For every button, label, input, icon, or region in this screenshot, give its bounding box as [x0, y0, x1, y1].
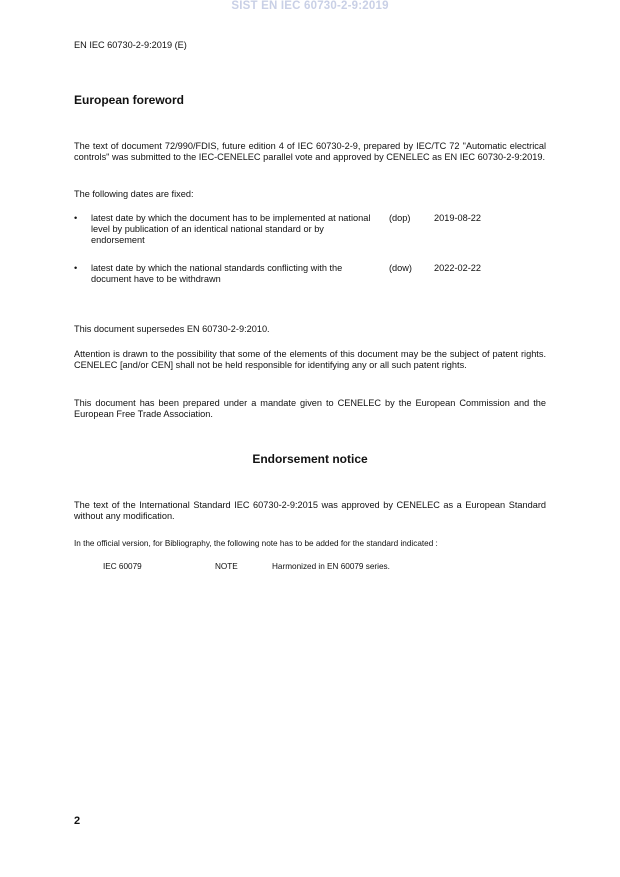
date-description: latest date by which the national standards conflicting with the document have to be withdrawn	[91, 263, 343, 284]
date-abbreviation: (dop)	[389, 213, 411, 223]
watermark: SIST EN IEC 60730-2-9:2019	[231, 0, 389, 12]
supersedes-paragraph: This document supersedes EN 60730-2-9:2010.	[74, 324, 270, 334]
note-label: NOTE	[215, 562, 238, 571]
endorsement-title: Endorsement notice	[252, 452, 368, 466]
date-value: 2019-08-22	[434, 213, 481, 223]
bibliography-paragraph: In the official version, for Bibliography, the following note has to be added for the standard indicated :	[74, 539, 438, 548]
dates-intro: The following dates are fixed:	[74, 189, 194, 199]
patent-paragraph: Attention is drawn to the possibility that some of the elements of this document may be the subject of patent rights. CENELEC [and/or CEN] shall not be held responsible for identifying any or all such patent rights.	[74, 349, 546, 370]
date-value: 2022-02-22	[434, 263, 481, 273]
mandate-paragraph: This document has been prepared under a mandate given to CENELEC by the European Commission and the European Free Trade Association.	[74, 398, 546, 419]
note-standard-ref: IEC 60079	[103, 562, 142, 571]
date-description: latest date by which the document has to be implemented at national level by publication of an identical national standard or by endorsement	[91, 213, 371, 245]
foreword-title: European foreword	[74, 93, 185, 107]
endorsement-paragraph: The text of the International Standard IEC 60730-2-9:2015 was approved by CENELEC as a European Standard without any modification.	[74, 500, 546, 521]
note-text: Harmonized in EN 60079 series.	[272, 562, 390, 571]
bullet-icon: •	[74, 263, 78, 273]
bullet-icon: •	[74, 213, 78, 223]
date-abbreviation: (dow)	[389, 263, 412, 273]
document-reference: EN IEC 60730-2-9:2019 (E)	[74, 40, 187, 50]
page-number: 2	[74, 815, 81, 827]
foreword-paragraph: The text of document 72/990/FDIS, future edition 4 of IEC 60730-2-9, prepared by IEC/TC 72 "Automatic electrical controls" was submitted to the IEC-CENELEC parallel vote and approved by CENELEC as EN IEC 60730-2-9:2019.	[74, 141, 546, 162]
